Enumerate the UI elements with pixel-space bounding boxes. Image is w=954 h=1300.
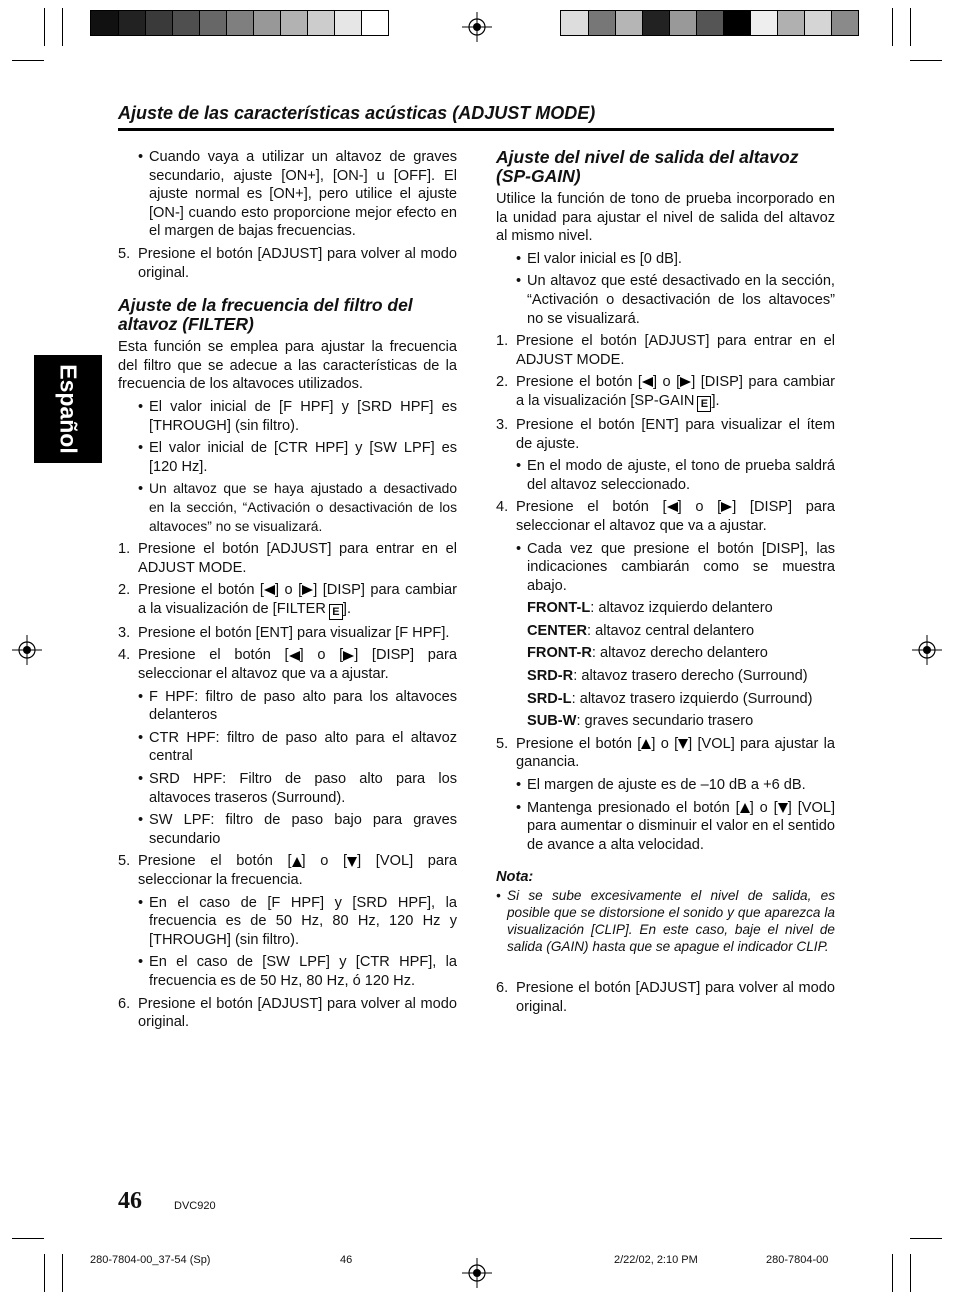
down-arrow-icon [778,803,788,813]
color-swatch [615,11,642,35]
list-item: • CTR HPF: filtro de paso alto para el altavoz central [138,729,457,765]
page-number: 46 [118,1188,142,1214]
list-item: • SRD HPF: Filtro de paso alto para los altavoces traseros (Surround). [138,771,457,806]
list-item: • Un altavoz que esté desactivado en la sección, “Activación o desactivación de los altavoces” no se visualizará. [516,273,835,327]
color-swatch [561,11,588,35]
language-tab [34,355,102,463]
eq-icon: E [697,396,711,412]
color-swatch [199,11,226,35]
list-item: • SW LPF: filtro de paso bajo para graves secundario [138,812,457,847]
color-swatch [588,11,615,35]
color-swatch [831,11,858,35]
list-item: 4. Presione el botón [ ] o [ ] [DISP] para seleccionar el altavoz que va a ajustar. [496,499,835,534]
note-text: • Si se sube excesivamente el nivel de salida, es posible que se distorsione el sonido y que aparezca la visualización [CLIP]. En este caso, baje el nivel de salida (GAIN) hasta que se apague el indicador CLIP. [496,888,835,954]
list-item: • El valor inicial de [CTR HPF] y [SW LPF] es [120 Hz]. [138,440,457,475]
right-column [496,148,835,1020]
up-arrow-icon [740,803,750,813]
list-item: 3. Presione el botón [ENT] para visualizar el ítem de ajuste. [496,416,835,452]
left-arrow-icon [289,651,300,661]
color-swatch [669,11,696,35]
list-item: 2. Presione el botón [ ] o [ ] [DISP] para cambiar a la visualización de [FILTER E ]. [118,582,457,618]
list-item: • F HPF: filtro de paso alto para los altavoces delanteros [138,688,457,724]
right-arrow-icon [343,651,354,661]
list-item: • En el modo de ajuste, el tono de prueba saldrá del altavoz seleccionado. [516,458,835,493]
speaker-definition: FRONT-R: altavoz derecho delantero [527,645,768,662]
list-item: 4. Presione el botón [ ] o [ ] [DISP] para seleccionar el altavoz que va a ajustar. [118,647,457,683]
color-swatch [696,11,723,35]
language-tab-label: Español [55,364,82,454]
speaker-definition: SRD-L: altavoz trasero izquierdo (Surround) [527,690,813,707]
footer-page: 46 [340,1254,353,1266]
calibration-bar-right [560,10,859,36]
list-item: 5. Presione el botón [ ] o [ ] [VOL] para ajustar la ganancia. [496,735,835,771]
left-arrow-icon [264,585,275,595]
color-swatch [804,11,831,35]
left-arrow-icon [642,377,653,387]
footer-date: 2/22/02, 2:10 PM [614,1254,698,1266]
color-swatch [777,11,804,35]
model-name: DVC920 [174,1200,216,1212]
list-item: 2. Presione el botón [ ] o [ ] [DISP] para cambiar a la visualización [SP-GAIN E ]. [496,374,835,410]
crop-mark [12,60,44,61]
note-heading: Nota: [496,869,534,886]
registration-mark-icon [912,635,942,665]
list-item: 5. Presione el botón [ADJUST] para volver al modo original. [118,245,457,281]
left-column [118,148,457,1036]
speaker-definition: SRD-R: altavoz trasero derecho (Surround) [527,668,808,685]
color-swatch [280,11,307,35]
speaker-definition: SUB-W: graves secundario trasero [527,713,754,730]
speaker-definition: FRONT-L: altavoz izquierdo delantero [527,600,773,617]
eq-icon: E [329,604,343,620]
right-arrow-icon [721,502,732,512]
list-item: 6. Presione el botón [ADJUST] para volver al modo original. [496,980,835,1015]
list-item: 1. Presione el botón [ADJUST] para entrar en el ADJUST MODE. [118,541,457,576]
crop-mark [12,1238,44,1239]
list-item: 3. Presione el botón [ENT] para visualizar [F HPF]. [118,624,450,641]
up-arrow-icon [641,739,651,749]
registration-mark-icon [462,12,492,42]
crop-mark [62,1254,63,1292]
list-item: • El margen de ajuste es de –10 dB a +6 dB. [516,777,806,794]
header-rule [118,128,834,131]
list-item: • Cuando vaya a utilizar un altavoz de graves secundario, ajuste [ON+], [ON-] u [OFF]. El ajuste normal es [ON+], pero utilice el ajuste [ON-] cuando esto proporcione mejor efecto en el margen de bajas frecuencias. [138,149,457,240]
list-item: • El valor inicial es [0 dB]. [516,250,682,267]
color-swatch [91,11,118,35]
list-item: • En el caso de [SW LPF] y [CTR HPF], la frecuencia es de 50 Hz, 80 Hz, ó 120 Hz. [138,954,457,989]
calibration-bar-left [90,10,389,36]
color-swatch [145,11,172,35]
section-heading: Ajuste del nivel de salida del altavoz (SP-GAIN) [496,147,799,186]
color-swatch [253,11,280,35]
paragraph: Esta función se emplea para ajustar la frecuencia del filtro que se adecue a las características de la frecuencia de los altavoces utilizados. [118,339,457,393]
color-swatch [307,11,334,35]
color-swatch [226,11,253,35]
footer-code: 280-7804-00 [766,1254,829,1266]
crop-mark [44,8,45,46]
list-item: • Un altavoz que se haya ajustado a desactivado en la sección, “Activación o desactivación de los altavoces” no se visualizará. [138,481,457,534]
list-item: 5. Presione el botón [ ] o [ ] [VOL] para seleccionar la frecuencia. [118,853,457,888]
color-swatch [334,11,361,35]
footer-file: 280-7804-00_37-54 (Sp) [90,1254,211,1266]
color-swatch [118,11,145,35]
left-arrow-icon [667,502,678,512]
crop-mark [62,8,63,46]
section-header: Ajuste de las características acústicas (ADJUST MODE) [118,103,596,123]
list-item: 6. Presione el botón [ADJUST] para volver al modo original. [118,995,457,1031]
up-arrow-icon [292,857,302,867]
crop-mark [910,60,942,61]
color-swatch [642,11,669,35]
crop-mark [892,8,893,46]
list-item: 1. Presione el botón [ADJUST] para entrar en el ADJUST MODE. [496,333,835,368]
registration-mark-icon [12,635,42,665]
down-arrow-icon [678,739,688,749]
down-arrow-icon [347,857,357,867]
list-item: • Cada vez que presione el botón [DISP], las indicaciones cambiarán como se muestra abajo. [516,540,835,594]
right-arrow-icon [302,585,313,595]
list-item: • En el caso de [F HPF] y [SRD HPF], la frecuencia es de 50 Hz, 80 Hz, 120 Hz y [THROUGH] (sin filtro). [138,894,457,948]
crop-mark [44,1254,45,1292]
paragraph: Utilice la función de tono de prueba incorporado en la unidad para ajustar el nivel de salida del altavoz al mismo nivel. [496,191,835,245]
speaker-definition: CENTER: altavoz central delantero [527,622,755,639]
crop-mark [910,1254,911,1292]
crop-mark [910,8,911,46]
crop-mark [892,1254,893,1292]
right-arrow-icon [680,377,691,387]
color-swatch [750,11,777,35]
list-item: • Mantenga presionado el botón [ ] o [ ] [VOL] para aumentar o disminuir el valor en el sentido de avance a alta velocidad. [516,799,836,853]
color-swatch [723,11,750,35]
crop-mark [910,1238,942,1239]
registration-mark-icon [462,1258,492,1288]
list-item: • El valor inicial de [F HPF] y [SRD HPF] es [THROUGH] (sin filtro). [138,398,457,434]
section-heading: Ajuste de la frecuencia del filtro del altavoz (FILTER) [118,295,413,335]
color-swatch [361,11,388,35]
color-swatch [172,11,199,35]
